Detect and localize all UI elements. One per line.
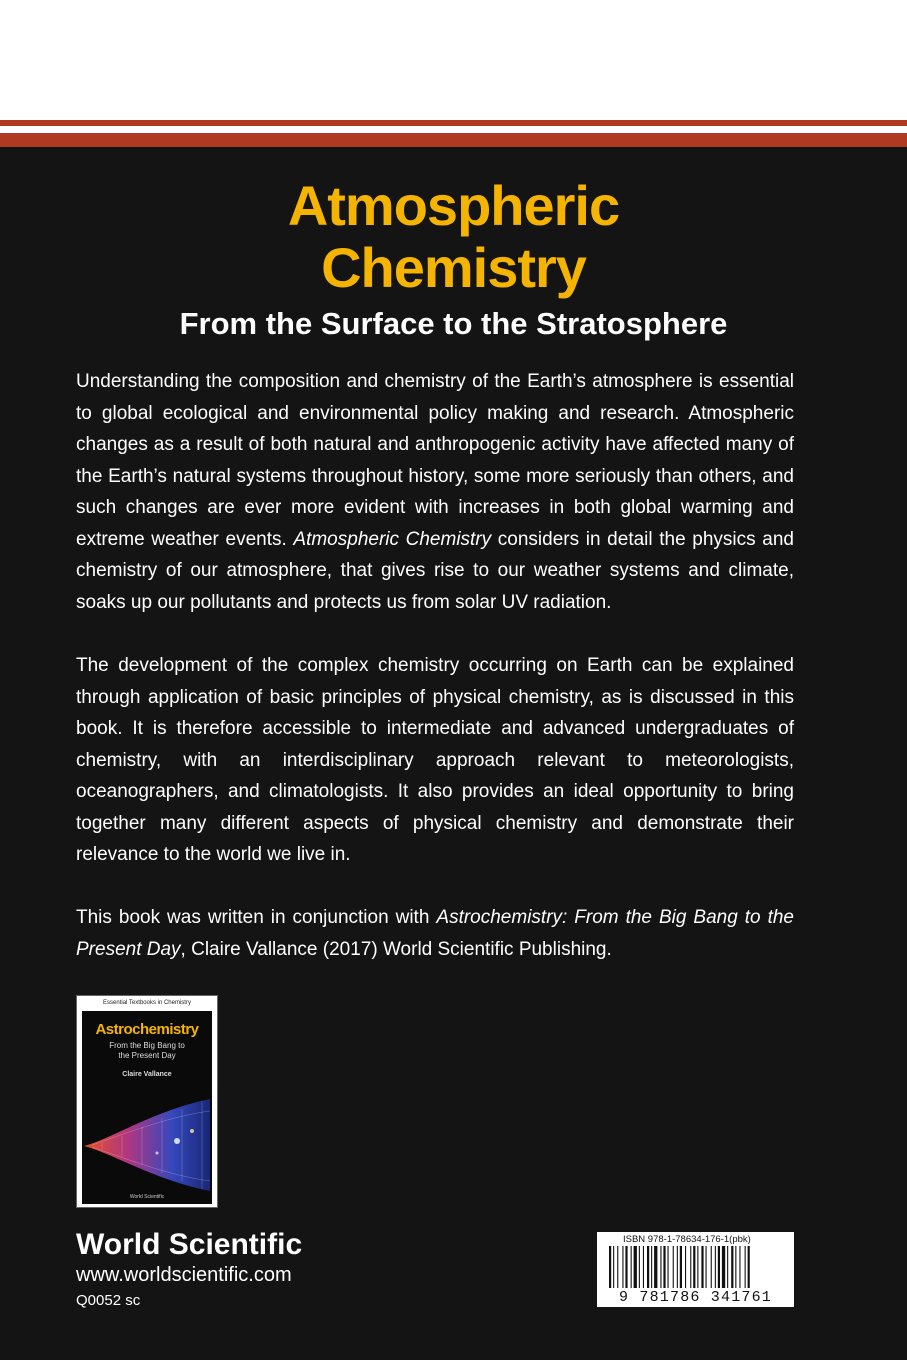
white-stripe — [0, 126, 907, 133]
companion-publisher: World Scientific — [129, 1194, 165, 1200]
companion-subtitle: From the Big Bang to the Present Day — [109, 1041, 185, 1060]
companion-author: Claire Vallance — [122, 1071, 172, 1078]
red-stripe-thick — [0, 133, 907, 147]
companion-cover-art — [82, 1011, 212, 1204]
publisher-name: World Scientific — [76, 1228, 303, 1261]
top-white-band — [0, 0, 907, 120]
blurb-paragraph-2: The development of the complex chemistry occurring on Earth can be explained through application of basic principles of physical chemistry, as is discussed in this book. It is therefore accessible to intermediate and advanced undergraduates of chemistry, with an interdisciplinary approach relevant to meteorologists, oceanographers, and climatologists. It also provides an ideal opportunity to bring together many different aspects of physical chemistry and demonstrate their relevance to the world we live in. — [76, 655, 794, 865]
companion-book-cover — [76, 995, 218, 1208]
publisher-website: www.worldscientific.com — [76, 1264, 292, 1286]
book-subtitle: From the Surface to the Stratosphere — [179, 306, 728, 341]
book-title-italic: Atmospheric Chemistry — [293, 528, 492, 550]
isbn-barcode — [597, 1232, 794, 1307]
companion-title: Astrochemistry — [95, 1021, 199, 1038]
blurb-paragraph-3: This book was written in conjunction with Astrochemistry: From the Big Bang to the Present Day, Claire Vallance (2017) World Scientific Publishing. — [76, 907, 794, 960]
companion-series: Essential Textbooks in Chemistry — [103, 1000, 191, 1006]
product-code: Q0052 sc — [76, 1292, 141, 1309]
companion-title-italic: Astrochemistry: From the Big Bang to the Present Day — [76, 907, 794, 960]
book-title-line1: Atmospheric — [287, 174, 620, 237]
blurb-paragraph-1: Understanding the composition and chemistry of the Earth’s atmosphere is essential to global ecological and environmental policy making and research. Atmospheric changes as a result of both natural and anthropogenic activity have affected many of the Earth’s natural systems throughout history, some more seriously than others, and such changes are ever more evident with increases in both global warming and extreme weather events. Atmospheric Chemistry considers in detail the physics and chemistry of our atmosphere, that gives rise to our weather systems and climate, soaks up our pollutants and protects us from solar UV radiation. — [76, 371, 794, 613]
isbn-label: ISBN 978-1-78634-176-1(pbk) — [623, 1234, 751, 1245]
universe-cone-illustration — [82, 1091, 212, 1201]
book-title-line2: Chemistry — [321, 236, 586, 299]
barcode-digits: 9 781786 341761 — [618, 1289, 773, 1306]
